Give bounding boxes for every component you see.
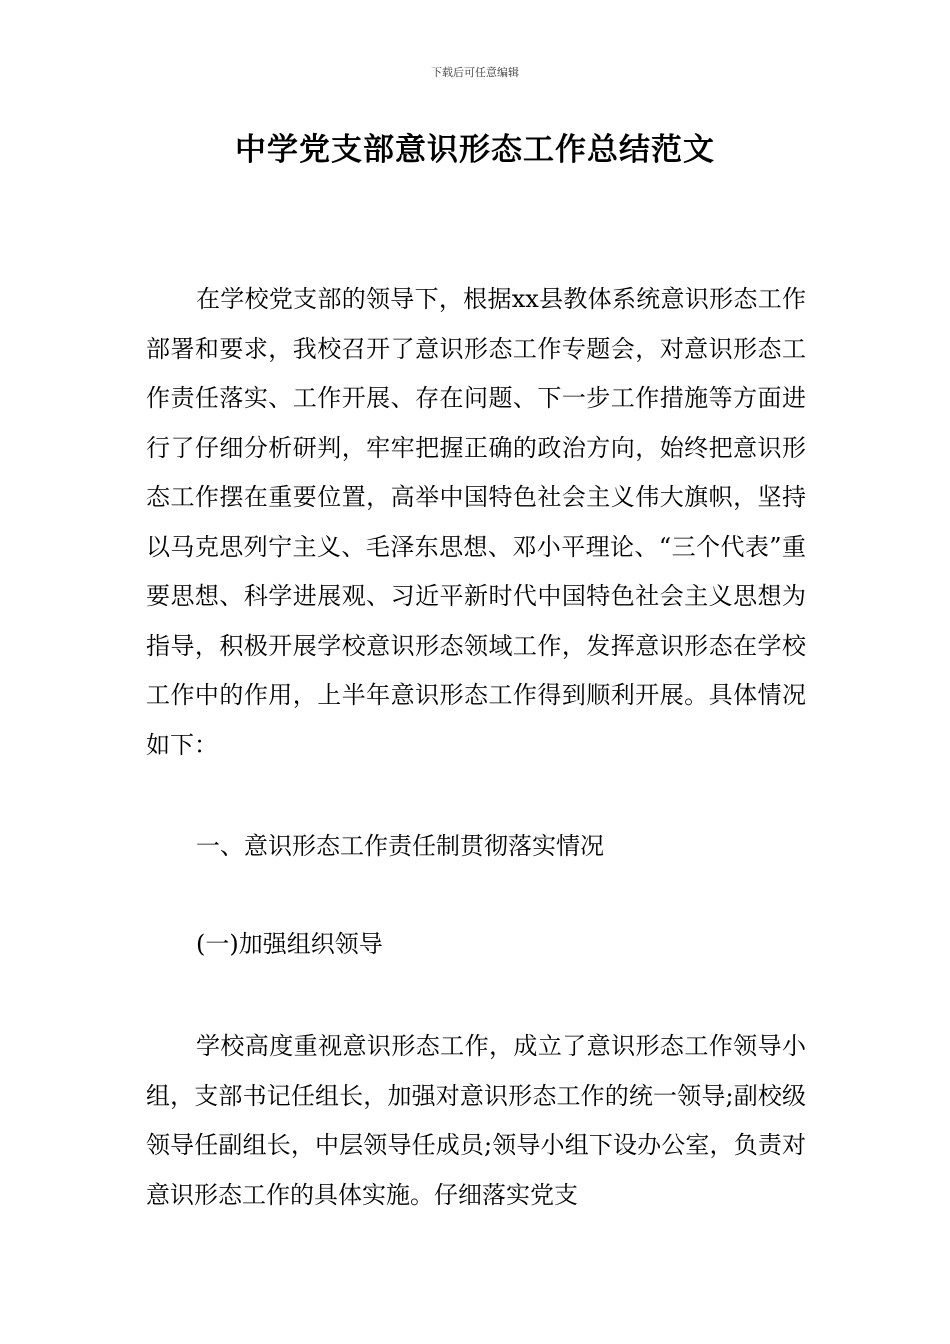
document-title: 中学党支部意识形态工作总结范文 — [235, 132, 715, 168]
body-paragraph: 学校高度重视意识形态工作，成立了意识形态工作领导小组，支部书记任组长，加强对意识形态工作的统一领导;副校级领导任副组长，中层领导任成员;领导小组下设办公室，负责对意识形态工作的具体实施。仔细落实党支 — [146, 1032, 806, 1209]
section-heading: 一、意识形态工作责任制贯彻落实情况 — [196, 832, 604, 860]
intro-paragraph: 在学校党支部的领导下，根据xx县教体系统意识形态工作部署和要求，我校召开了意识形态工作专题会，对意识形态工作责任落实、工作开展、存在问题、下一步工作措施等方面进行了仔细分析研判，牢牢把握正确的政治方向，始终把意识形态工作摆在重要位置，高举中国特色社会主义伟大旗帜，坚持以马克思列宁主义、毛泽东思想、邓小平理论、“三个代表”重要思想、科学进展观、习近平新时代中国特色社会主义思想为指导，积极开展学校意识形态领域工作，发挥意识形态在学校工作中的作用，上半年意识形态工作得到顺利开展。具体情况如下： — [146, 285, 806, 759]
header-note: 下载后可任意编辑 — [431, 66, 519, 79]
subsection-heading: (一)加强组织领导 — [196, 930, 383, 958]
